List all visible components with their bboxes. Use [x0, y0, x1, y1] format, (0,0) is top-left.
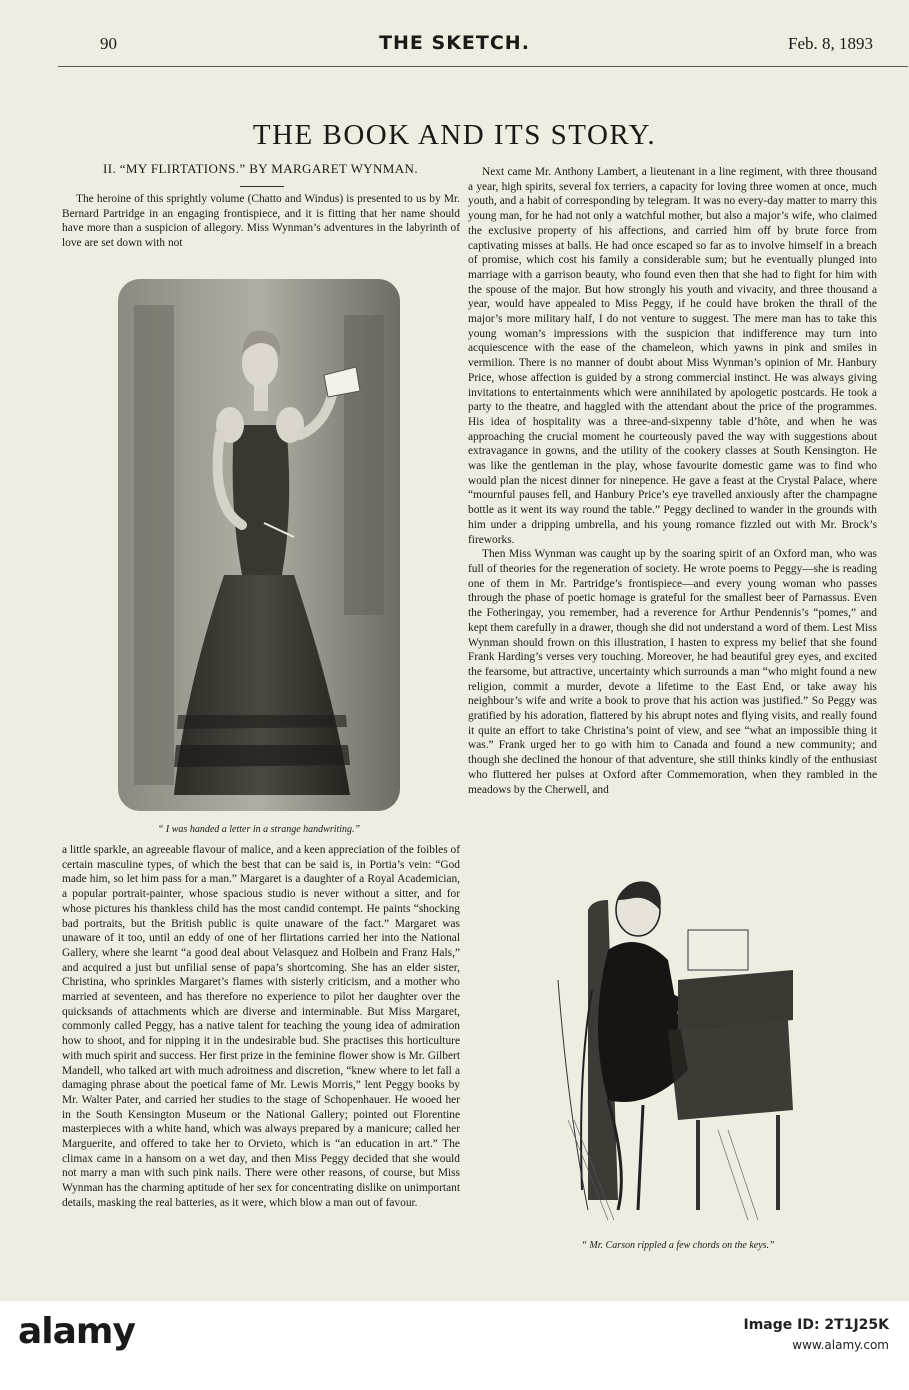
magazine-title: THE SKETCH. — [379, 32, 530, 54]
issue-date: Feb. 8, 1893 — [788, 34, 873, 53]
section-heading: II. “MY FLIRTATIONS.” BY MARGARET WYNMAN. — [102, 161, 418, 176]
page-number: 90 — [100, 34, 117, 53]
piano-caption: “ Mr. Carson rippled a few chords on the keys.” — [581, 1240, 775, 1251]
left-column-intro — [62, 192, 460, 251]
watermark-bar — [0, 1301, 909, 1390]
watermark-meta — [743, 1315, 889, 1355]
brand-logo: alamy — [18, 1311, 135, 1352]
woman-caption: “ I was handed a letter in a strange handwriting.” — [157, 824, 361, 835]
continued-paragraph: a little sparkle, an agreeable flavour of malice, and a keen appreciation of the foibles of certain masculine types, of which the best that can be said is, in Portia’s vein: “God made him, so let him pass for a man.” Margaret is a daughter of a Royal Academician, a popular portrait-painter, whose spacious studio is never without a sitter, and for whose pictures his thankless child has the most candid contempt. He paints “shocking bad portraits, but the British public is quite unaware of the fact.” Margaret was unaware of it too, until an eddy of one of her flirtations carried her into the National Gallery, where she learnt “a good deal about Velasquez and Holbein and Franz Hals,” and acquired a just but unfilial sense of papa’s shortcoming. She has an elder sister, Christina, who sprinkles Margaret’s flames with sisterly criticism, and a mother who married at seventeen, and has therefore no experience to pilot her daughter over the quicksands of attachments which are diverse and interminable. But Miss Margaret, commonly called Peggy, has a native talent for teaching the young idea of admiration how to shoot, and for nipping it in the undesirable bud. She practises this horticulture with much spirit and success. Her first prize in the feminine flower show is Mr. Gilbert Mandell, who talked art with much adroitness and discretion, “knew where to let fall a damaging phrase about the poetical fame of Mr. Lewis Morris,” lent Peggy books by Mr. Walter Pater, and carried her studies to the stage of Schopenhauer. He wooed her in the South Kensington Museum or the National Gallery; pointed out Florentine masterpieces with a white hand, which was always prepared by a manicure; called her Marguerite, and offered to take her to Orvieto, which is “an education in art.” The climax came in a hansom on a wet day, and then Miss Peggy decided that she would not marry a man with such pink nails. There were other reasons, of course, but Miss Wynman has the charming aptitude of her sex for concentrating dislike on unimportant details, masking the real batteries, as it were, which blow a man out of favour. — [62, 844, 460, 1209]
section-divider — [240, 186, 284, 187]
intro-paragraph: The heroine of this sprightly volume (Chatto and Windus) is presented to us by Mr. Bernard Partridge in an engaging frontispiece, and it is fitting that her name should have more than a suspicion of allegory. Miss Wynman’s adventures in the labyrinth of love are set down with not — [62, 193, 460, 250]
site-url: www.alamy.com — [792, 1338, 889, 1352]
header-rule — [58, 66, 908, 67]
oxford-paragraph: Then Miss Wynman was caught up by the soaring spirit of an Oxford man, who was full of theories for the regeneration of society. He wrote poems to Peggy—she is reading one of them in Mr. Partridge’s frontispiece—and every young woman who passes through the phase of poetic homage is grateful for the smallest beer of Parnassus. Even the Fotheringay, you remember, had a reverence for Arthur Pendennis’s “pomes,” and kept them carefully in a drawer, though she did not understand a word of them. Lest Miss Wynman should frown on this illustration, I hasten to express my belief that she found Frank Harding’s verses very touching. Moreover, he had beautiful grey eyes, and excited the fearsome, but attractive, uncertainty which surrounds a man “who might found a new religion, commit a murder, devote a lifetime to the East End, or take away his neighbour’s wife and write a book to prove that his action was justified.” So Peggy was gratified by his adoration, flattered by his abrupt notes and flying visits, and really found it quite an effort to take Christina’s point of view, and see “what an impossible thing it was.” Frank urged her to go with him to Canada and found a new community; and though she declined the honour of that adventure, she still thinks kindly of the enthusiast who fluttered her pulses at Oxford after Commemoration, when they rambled in the meadows by the Cherwell, and — [468, 548, 877, 796]
left-column-continued — [62, 843, 460, 1211]
piano-illustration — [548, 870, 798, 1230]
page-header — [0, 34, 909, 60]
right-column — [468, 165, 877, 797]
lambert-paragraph: Next came Mr. Anthony Lambert, a lieutenant in a line regiment, with three thousand a year, high spirits, several fox terriers, a capacity for loving three women at once, much youth, and a habit of corresponding by telegram. It was no every-day matter to marry this young man, for he had not only a watchful mother, but also a major’s wife, who claimed the exclusive property of his affections, and carried him off by brute force from captivating misses at balls. He had once escaped so far as to involve himself in a breach of promise, which cost his family a considerable sum; but he eventually plunged into marriage with a garrison beauty, who found even then that she had to fight for him with the spouse of the major. But how strongly his youth and vivacity, and three thousand a year, would have appealed to Miss Peggy, if he could have broken the thrall of the major’s more military half, I do not venture to suggest. The mere man has to take this young woman’s impressions with the suspicion that indifference may turn into acquiescence with the ease of the chameleon, which yawns in pink and smiles in vermilion. There is no manner of doubt about Miss Wynman’s opinion of Mr. Hanbury Price, whose affection is guided by a strong commercial instinct. He was always giving invitations to entertainments which were annihilated by apologetic postcards. He took a party to the theatre, and haggled with the attendant about the price of the programmes. His idea of hospitality was a three-and-sixpenny table d’hôte, and when he was approaching the crucial moment he courteously paved the way with suggestions about extravagance in gowns, and the utility of the cookery classes at South Kensington. He was like the gentleman in the play, whose favourite domestic game was to find who would plan the nicest dinner for ninepence. He gave a feast at the Crystal Palace, where “mournful pauses fell, and Hanbury Price’s eye travelled anxiously after the champagne bottle as it went its way round the table.” Peggy declined to wander in the grounds with him under a dripping umbrella, and his young romance fizzled out with Mr. Brock’s fireworks. — [468, 166, 877, 546]
article-title: THE BOOK AND ITS STORY. — [252, 119, 657, 152]
image-id-label: Image ID: 2T1J25K — [743, 1317, 889, 1333]
woman-illustration — [114, 275, 404, 815]
